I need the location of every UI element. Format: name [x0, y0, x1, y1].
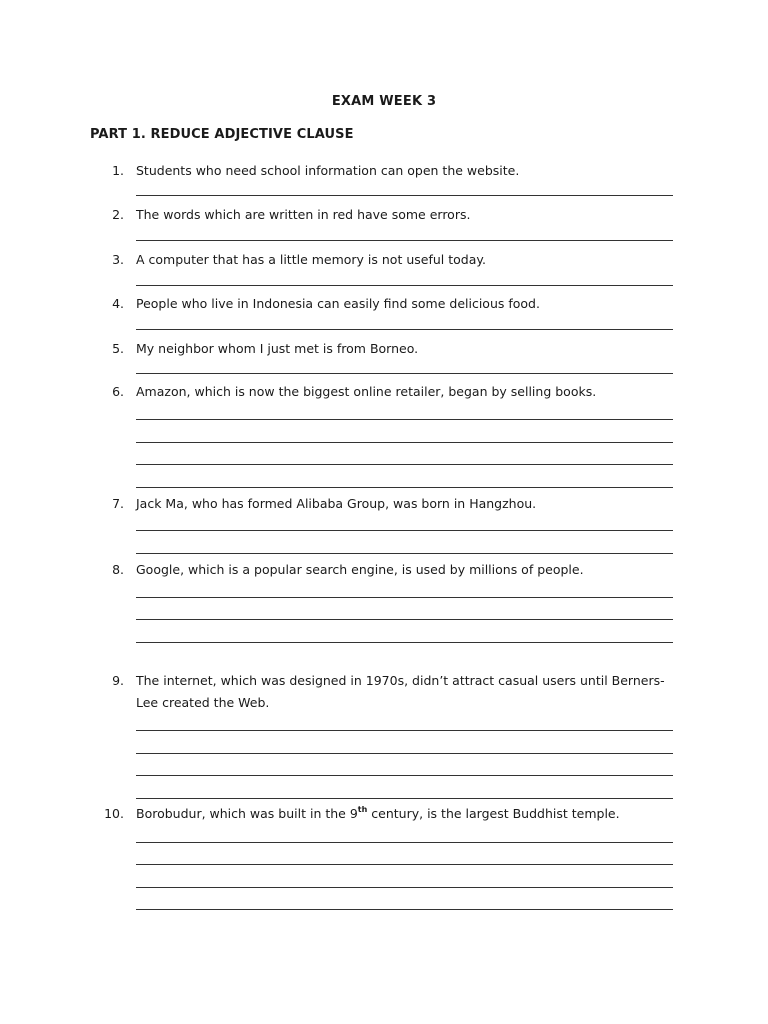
question-number: 10.	[104, 806, 124, 821]
question-text: A computer that has a little memory is not useful today.	[136, 252, 486, 267]
answer-line[interactable]	[136, 419, 673, 420]
question-text: The words which are written in red have some errors.	[136, 207, 471, 222]
question-number: 8.	[112, 562, 124, 577]
answer-line[interactable]	[136, 642, 673, 643]
answer-line[interactable]	[136, 753, 673, 754]
question-number: 9.	[112, 673, 124, 688]
question-text: Jack Ma, who has formed Alibaba Group, was born in Hangzhou.	[136, 496, 537, 511]
question-text	[136, 803, 676, 825]
question-number: 7.	[112, 496, 124, 511]
answer-line[interactable]	[136, 487, 673, 488]
question-number: 5.	[112, 341, 124, 356]
part-heading: PART 1. REDUCE ADJECTIVE CLAUSE	[90, 127, 354, 142]
exam-title: EXAM WEEK 3	[331, 94, 437, 109]
question-text: My neighbor whom I just met is from Borneo.	[136, 341, 419, 356]
answer-line[interactable]	[136, 329, 673, 330]
answer-line[interactable]	[136, 887, 673, 888]
answer-line[interactable]	[136, 373, 673, 374]
answer-line[interactable]	[136, 195, 673, 196]
answer-line[interactable]	[136, 798, 673, 799]
answer-line[interactable]	[136, 530, 673, 531]
answer-line[interactable]	[136, 240, 673, 241]
answer-line[interactable]	[136, 597, 673, 598]
question-text: Google, which is a popular search engine, is used by millions of people.	[136, 562, 584, 577]
answer-line[interactable]	[136, 553, 673, 554]
question-text: Students who need school information can open the website.	[136, 163, 520, 178]
answer-line[interactable]	[136, 909, 673, 910]
answer-line[interactable]	[136, 864, 673, 865]
question-text: People who live in Indonesia can easily find some delicious food.	[136, 296, 540, 311]
answer-line[interactable]	[136, 730, 673, 731]
question-text: The internet, which was designed in 1970s, didn’t attract casual users until Berners-Lee created the Web.	[136, 673, 665, 710]
question-number: 6.	[112, 384, 124, 399]
question-text-part: Borobudur, which was built in the 9	[136, 806, 358, 821]
answer-line[interactable]	[136, 464, 673, 465]
question-text: Amazon, which is now the biggest online retailer, began by selling books.	[136, 384, 597, 399]
ordinal-superscript: th	[357, 805, 368, 814]
answer-line[interactable]	[136, 285, 673, 286]
answer-line[interactable]	[136, 775, 673, 776]
question-number: 4.	[112, 296, 124, 311]
answer-line[interactable]	[136, 619, 673, 620]
answer-line[interactable]	[136, 442, 673, 443]
answer-line[interactable]	[136, 842, 673, 843]
question-number: 2.	[112, 207, 124, 222]
question-number: 3.	[112, 252, 124, 267]
question-number: 1.	[112, 163, 124, 178]
question-text-part: century, is the largest Buddhist temple.	[367, 806, 620, 821]
